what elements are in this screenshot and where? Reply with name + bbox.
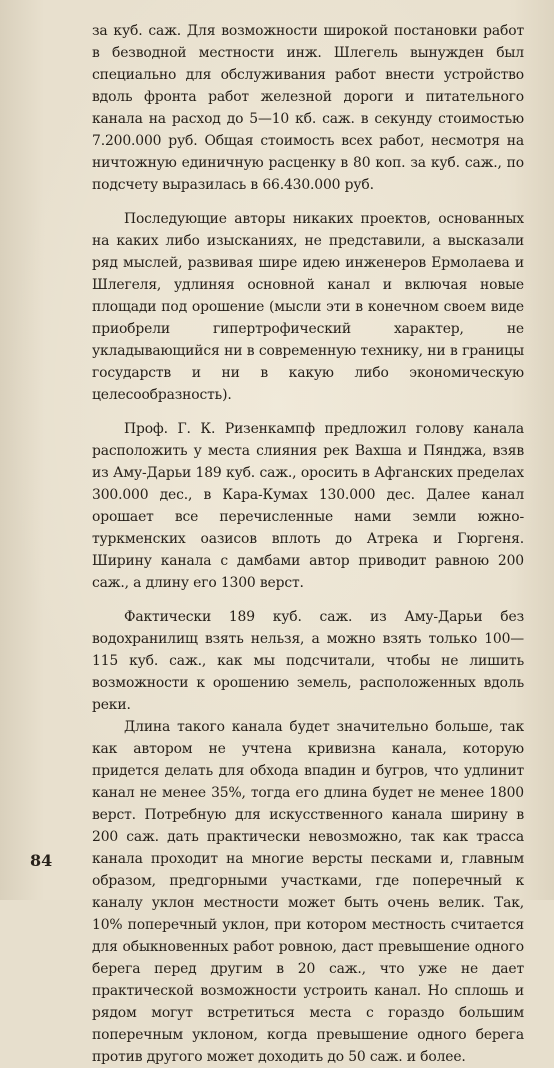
page-number: 84 [30, 851, 53, 870]
paragraph-5: Длина такого канала будет значительно больше, так как автором не учтена кривизна канала, которую придется делать для обхода впадин и бугров, что удлинит канал не менее 35%, тогда его длина будет не менее 1800 верст. Потребную для искусственного канала ширину в 200 саж. дать практически невозможно, так как трасса канала проходит на многие версты песками и, главным образом, предгорными участками, где поперечный к каналу уклон местности может быть очень велик. Так, 10% поперечный уклон, при котором местность считается для обыкновенных работ ровною, даст превышение одного берега перед другим в 20 саж., что уже не дает практической возможности устроить канал. Но сплошь и рядом могут встретиться места с гораздо большим поперечным уклоном, когда превышение одного берега против другого может доходить до 50 саж. и более. [92, 719, 524, 1065]
paragraph-3: Проф. Г. К. Ризенкампф предложил голову канала расположить у места слияния рек Вахша и Пянджа, взяв из Аму-Дарьи 189 куб. саж., оросить в Афганских пределах 300.000 дес., в Кара-Кумах 130.000 дес. Далее канал орошает все перечисленные нами земли южно-туркменских оазисов вплоть до Атрека и Гюргеня. Ширину канала с дамбами автор приводит равною 200 саж., а длину его 1300 верст. [92, 421, 524, 591]
paragraph-4: Фактически 189 куб. саж. из Аму-Дарьи без водохранилищ взять нельзя, а можно взять только 100—115 куб. саж., как мы подсчитали, чтобы не лишить возможности к орошению земель, расположенных вдоль реки. [92, 609, 524, 713]
paragraph-1: за куб. саж. Для возможности широкой постановки работ в безводной местности инж. Шлегель вынужден был специально для обслуживания работ внести устройство вдоль фронта работ железной дороги и питательного канала на расход до 5—10 кб. саж. в секунду стоимостью 7.200.000 руб. Общая стоимость всех работ, несмотря на ничтожную единичную расценку в 80 коп. за куб. саж., по подсчету выразилась в 66.430.000 руб. [92, 23, 524, 193]
paragraph-2: Последующие авторы никаких проектов, основанных на каких либо изысканиях, не представили, а высказали ряд мыслей, развивая шире идею инженеров Ермолаева и Шлегеля, удлиняя основной канал и включая новые площади под орошение (мысли эти в конечном своем виде приобрели гипертрофический характер, не укладывающийся ни в современную технику, ни в границы государств и ни в какую либо экономическую целесообразность). [92, 211, 524, 403]
